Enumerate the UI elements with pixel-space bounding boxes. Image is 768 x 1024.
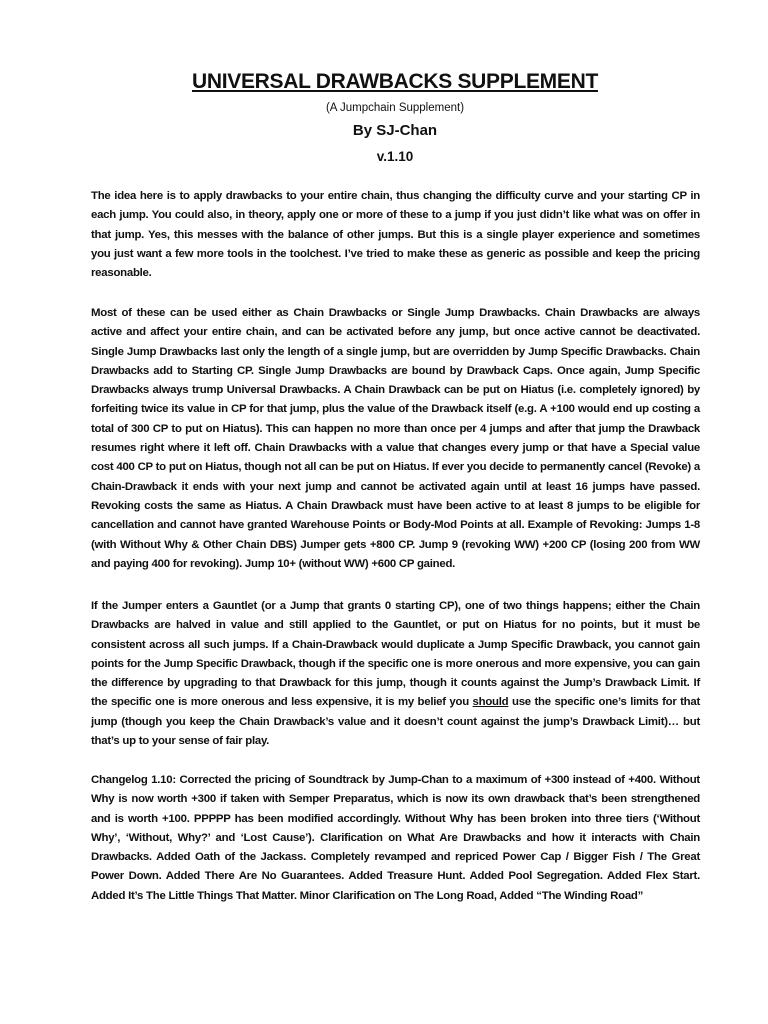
rules-text-part1: Most of these can be used either as Chain Drawbacks or Single Jump Drawbacks. Chain Drawbacks are always active and affect your entire chain, and can be activated before any jump, but once active cannot be deactivated. Single Jump Drawbacks last only the length of a single jump, but are overridden by Jump Specific Drawbacks.	[91, 307, 700, 358]
changelog-label: Changelog 1.10:	[91, 774, 176, 786]
changelog-text: Corrected the pricing of Soundtrack by Jump-Chan to a maximum of +300 instead of +400. Without Why is now worth +300 if taken with Semper Preparatus, which is now its own drawback that’s been strengthened and is worth +100. PPPPP has been modified accordingly. Without Why has been broken into three tiers (‘Without Why’, ‘Without, Why?’ and ‘Lost Cause’). Clarification on What Are Drawbacks and how it interacts with Chain Drawbacks. Added Oath of the Jackass. Completely revamped and repriced Power Cap / Bigger Fish / The Great Power Down. Added There Are No Guarantees. Added Treasure Hunt. Added Pool Segregation. Added Flex Start. Added It’s The Little Things That Matter. Minor Clarification on The Long Road, Added “The Winding Road”	[91, 774, 700, 902]
document-author: By SJ-Chan	[352, 122, 438, 139]
rules-bold-text: Chain Drawbacks add to Starting CP. Single Jump Drawbacks are bound by Drawback Caps.	[91, 345, 700, 377]
intro-paragraph: The idea here is to apply drawbacks to your entire chain, thus changing the difficulty curve and your starting CP in each jump. You could also, in theory, apply one or more of these to a jump if you just didn’t like what was on offer in that jump. Yes, this messes with the balance of other jumps. But this is a single player experience and sometimes you just want a few more tools in the toolchest. I’ve tried to make these as generic as possible and keep the pricing reasonable.	[91, 190, 700, 280]
rules-paragraph	[91, 304, 700, 574]
gauntlet-paragraph	[91, 597, 700, 751]
gauntlet-text-part2: use the specific one’s limits for that jump (though you keep the Chain Drawback’s value and it doesn’t count against the jump’s Drawback Limit)… but that’s up to your sense of fair play.	[91, 696, 700, 748]
changelog-paragraph	[91, 771, 700, 906]
document-subtitle: (A Jumpchain Supplement)	[325, 102, 465, 114]
document-version: v.1.10	[376, 149, 414, 164]
gauntlet-text-part1: If the Jumper enters a Gauntlet (or a Jump that grants 0 starting CP), one of two things happens; either the Chain Drawbacks are halved in value and still applied to the Gauntlet, or put on Hiatus for no points, but it must be consistent across all such jumps. If a Chain-Drawback would duplicate a Jump Specific Drawback, you cannot gain points for the Jump Specific Drawback, though if the specific one is more onerous and more expensive, you can gain the difference by upgrading to that Drawback for this jump, though it counts against the Jump’s Drawback Limit. If the specific one is more onerous and less expensive, it is my belief you	[91, 600, 700, 709]
rules-text-part2: Once again, Jump Specific Drawbacks always trump Universal Drawbacks. A Chain Drawback can be put on Hiatus (i.e. completely ignored) by forfeiting twice its value in CP for that jump, plus the value of the Drawback itself (e.g. A +100 would end up costing a total of 300 CP to put on Hiatus). This can happen no more than once per 4 jumps and after that jump the Drawback resumes right where it left off. Chain Drawbacks with a value that changes every jump or that have a Special value cost 400 CP to put on Hiatus, though not all can be put on Hiatus. If ever you decide to permanently cancel (Revoke) a Chain-Drawback it ends with your next jump and cannot be activated again until at least 16 jumps have passed. Revoking costs the same as Hiatus. A Chain Drawback must have been active to at least 8 jumps to be eligible for cancellation and cannot have granted Warehouse Points or Body-Mod Points at all. Example of Revoking: Jumps 1-8 (with Without Why & Other Chain DBS) Jumper gets +800 CP. Jump 9 (revoking WW) +200 CP (losing 200 from WW and paying 400 for revoking). Jump 10+ (without WW) +600 CP gained.	[91, 364, 700, 570]
gauntlet-underlined-word: should	[472, 696, 509, 709]
document-title: UNIVERSAL DRAWBACKS SUPPLEMENT	[192, 70, 598, 93]
